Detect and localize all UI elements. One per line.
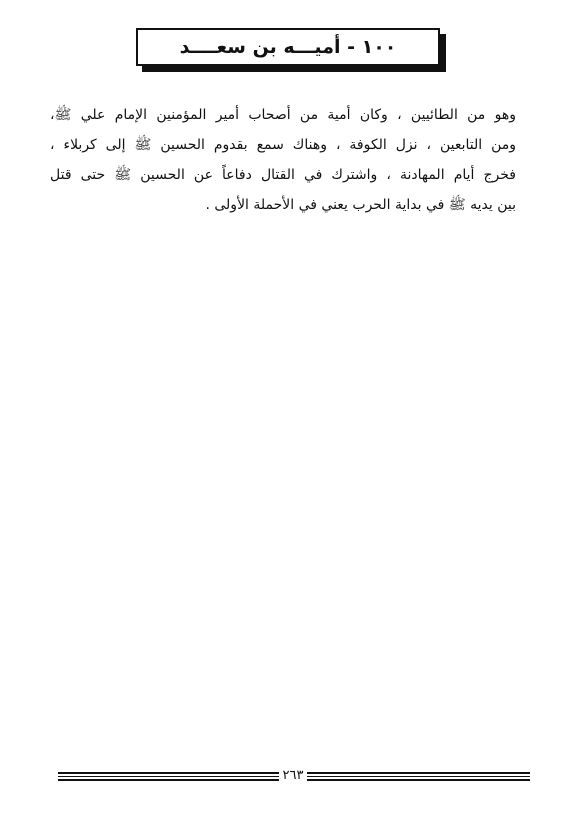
title-box xyxy=(136,28,440,66)
page-number: ٢٦٣ xyxy=(282,768,304,783)
title-frame xyxy=(136,28,440,66)
footer-rule-right xyxy=(307,772,530,781)
paragraph-line: بين يديه ﷺ في بداية الحرب يعني في الأحملة الأولى . xyxy=(205,197,516,213)
paragraph-line: فخرج أيام المهادنة ، واشترك في القتال دفاعاً عن الحسين ﷺ حتى قتل xyxy=(50,167,516,183)
paragraph-line: وهو من الطائيين ، وكان أمية من أصحاب أمير المؤمنين الإمام علي ﷺ، xyxy=(50,107,516,123)
footer-rule-left xyxy=(58,772,279,781)
paragraph-line: ومن التابعين ، نزل الكوفة ، وهناك سمع بقدوم الحسين ﷺ إلى كربلاء ، xyxy=(50,137,516,153)
section-title: ١٠٠ - أميـــه بن سعــــد xyxy=(179,36,397,58)
body-paragraph xyxy=(50,100,516,220)
